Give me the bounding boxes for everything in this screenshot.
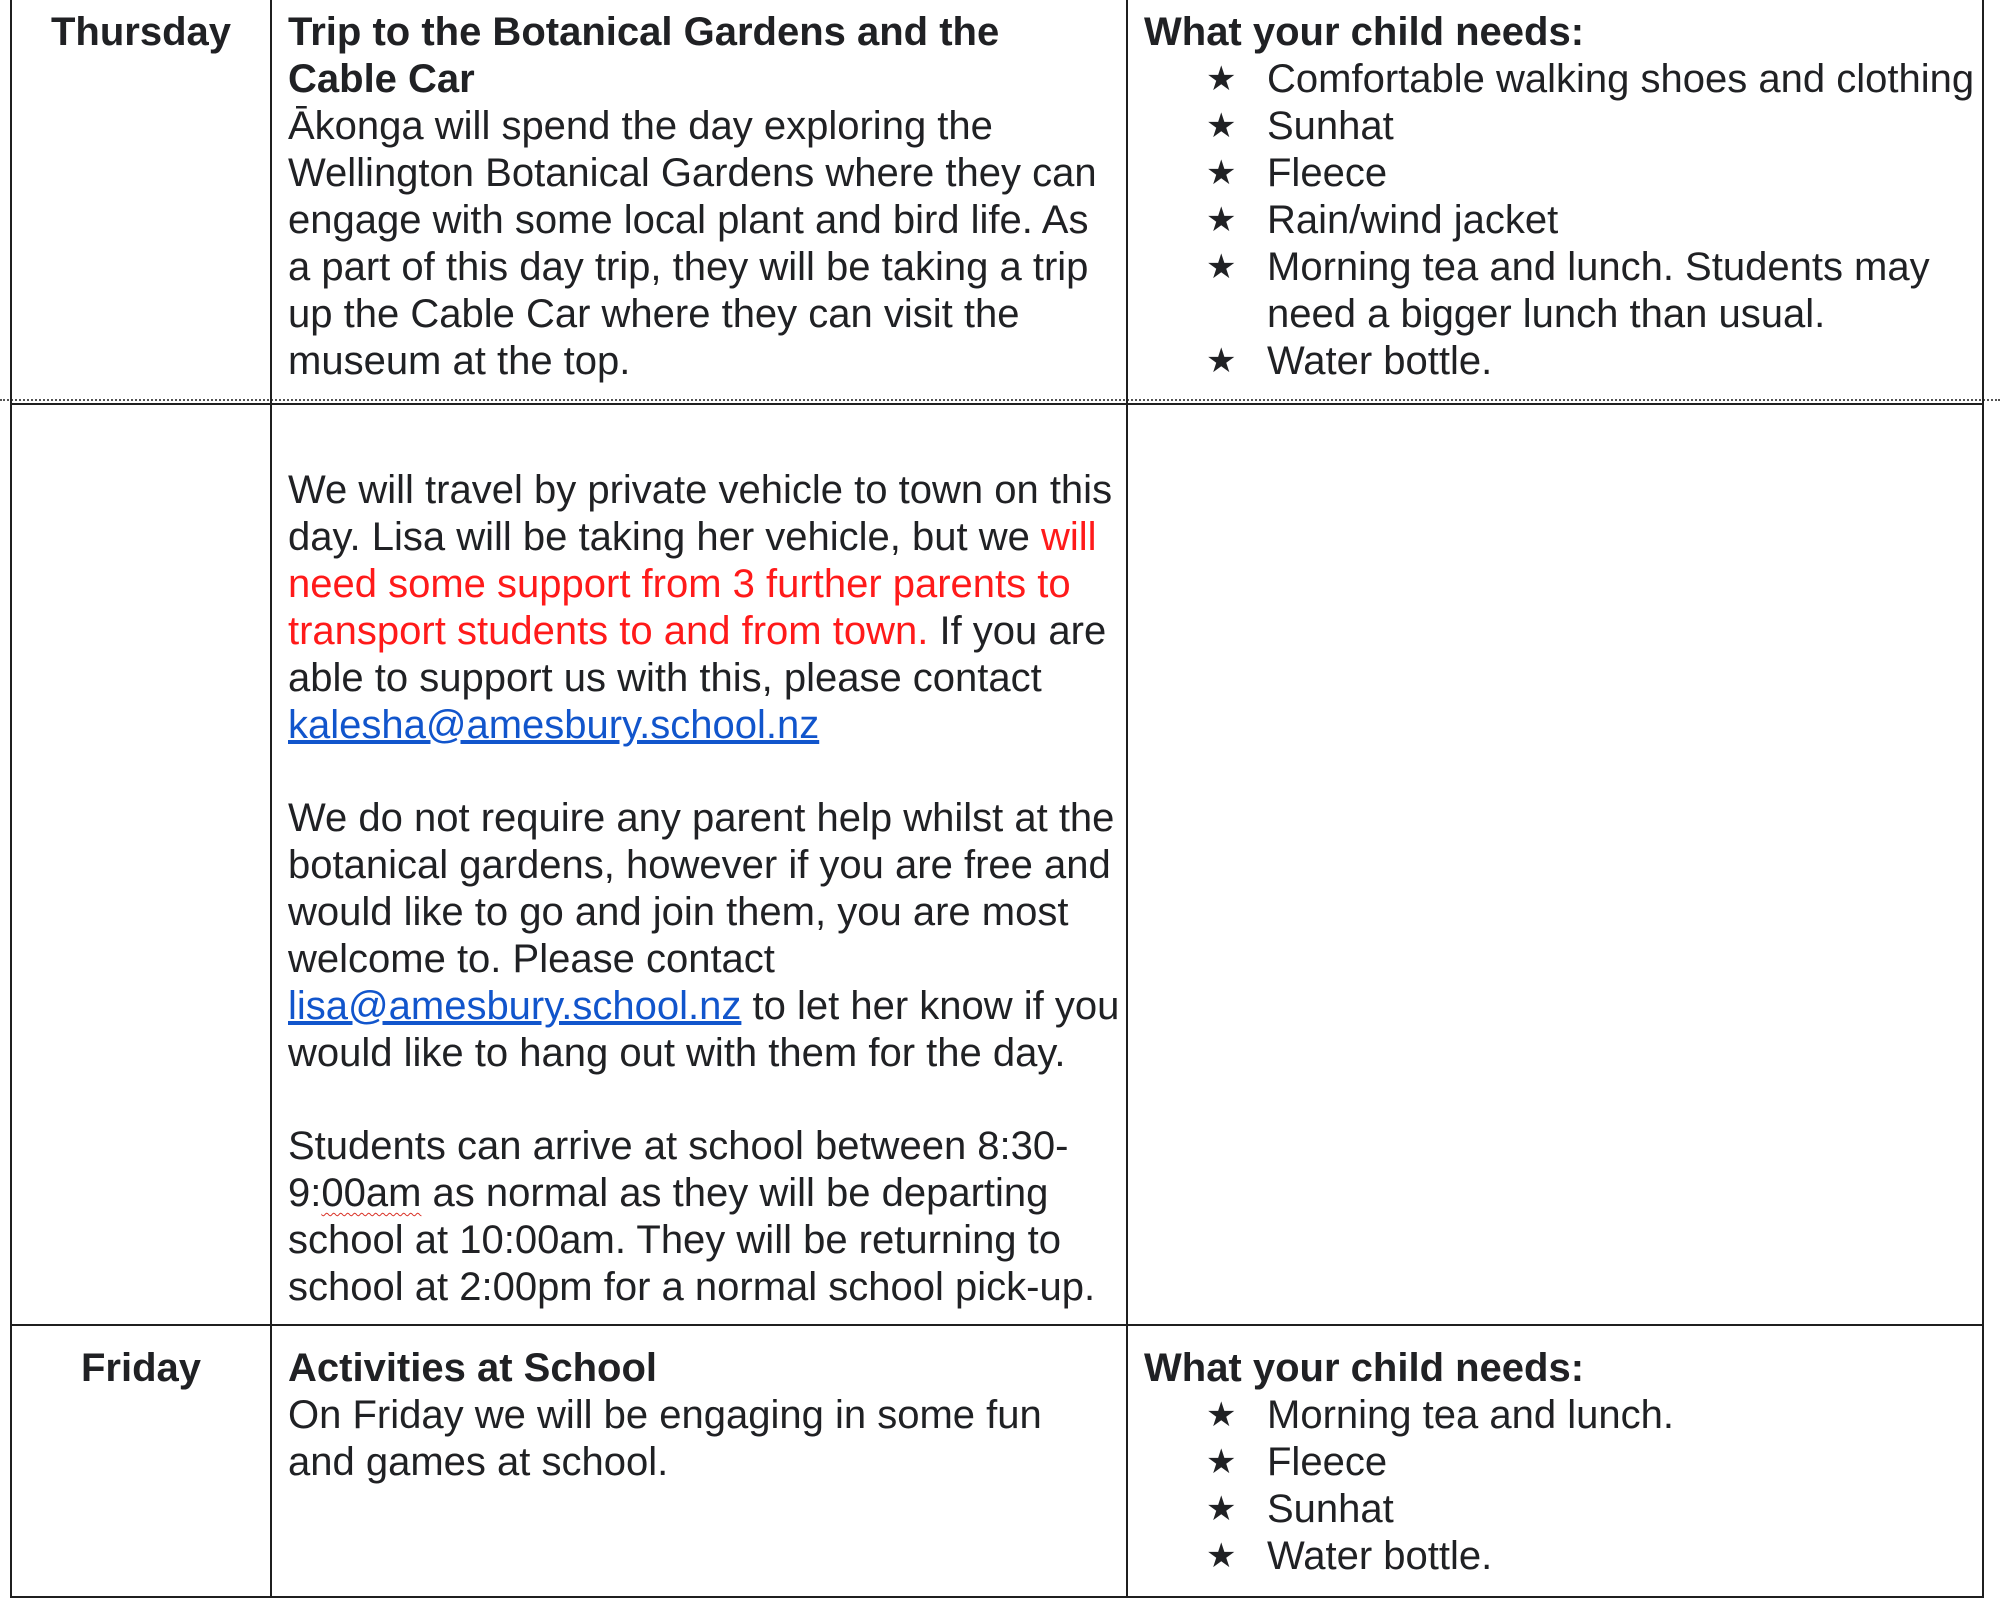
thursday-needs-heading: What your child needs: <box>1144 10 1585 54</box>
friday-needs-heading: What your child needs: <box>1144 1346 1585 1390</box>
need-item-text: Rain/wind jacket <box>1267 198 1559 242</box>
spellcheck-flagged-word[interactable]: 00am <box>321 1171 422 1215</box>
thursday-details-cell <box>288 467 1120 1311</box>
list-item <box>1144 1533 1980 1580</box>
parent-help-text-after: to let her know if you would like to hang out with them for the day. <box>288 984 1120 1075</box>
thursday-needs-list <box>1144 56 1980 385</box>
star-bullet-icon: ★ <box>1206 1395 1237 1435</box>
need-item-text: Water bottle. <box>1267 339 1493 383</box>
parent-help-paragraph <box>288 795 1120 1077</box>
parent-help-text-before: We do not require any parent help whilst at the botanical gardens, however if you are free and would like to go and join them, you are most welcome to. Please contact <box>288 796 1115 981</box>
need-item-text: Fleece <box>1267 1440 1388 1484</box>
friday-needs-list <box>1144 1392 1980 1580</box>
table-border-col2 <box>1126 0 1128 1598</box>
star-bullet-icon: ★ <box>1206 1536 1237 1576</box>
need-item-text: Morning tea and lunch. Students may need a bigger lunch than usual. <box>1267 245 1930 336</box>
transport-highlight: will need some support from 3 further parents to transport students to and from town. <box>288 515 1097 653</box>
thursday-activity-description: Ākonga will spend the day exploring the Wellington Botanical Gardens where they can engage with some local plant and bird life. As a part of this day trip, they will be taking a trip up the Cable Car where they can visit the museum at the top. <box>288 104 1097 383</box>
list-item <box>1144 56 1980 103</box>
timing-text-after: as normal as they will be departing school at 10:00am. They will be returning to school at 2:00pm for a normal school pick-up. <box>288 1171 1096 1309</box>
thursday-activity-title: Trip to the Botanical Gardens and the Cable Car <box>288 10 1000 101</box>
need-item-text: Morning tea and lunch. <box>1267 1393 1674 1437</box>
thursday-needs-cell <box>1144 9 1980 385</box>
list-item <box>1144 197 1980 244</box>
star-bullet-icon: ★ <box>1206 106 1237 146</box>
table-border-bottom <box>10 1596 1984 1598</box>
table-border-right <box>1982 0 1984 1598</box>
page-break-line <box>0 399 2000 401</box>
need-item-text: Sunhat <box>1267 1487 1394 1531</box>
timing-paragraph <box>288 1123 1120 1311</box>
lisa-email-link[interactable]: lisa@amesbury.school.nz <box>288 984 742 1028</box>
transport-text-after: If you are able to support us with this, please contact <box>288 609 1107 700</box>
friday-needs-cell <box>1144 1345 1980 1580</box>
kalesha-email-link[interactable]: kalesha@amesbury.school.nz <box>288 703 820 747</box>
list-item <box>1144 338 1980 385</box>
star-bullet-icon: ★ <box>1206 200 1237 240</box>
friday-activity-description: On Friday we will be engaging in some fun and games at school. <box>288 1393 1042 1484</box>
thursday-activity-cell <box>288 9 1118 385</box>
table-border-row1-bottom <box>10 403 1984 405</box>
list-item <box>1144 1392 1980 1439</box>
need-item-text: Fleece <box>1267 151 1388 195</box>
star-bullet-icon: ★ <box>1206 1489 1237 1529</box>
table-border-row2-bottom <box>10 1324 1984 1326</box>
star-bullet-icon: ★ <box>1206 59 1237 99</box>
list-item <box>1144 1486 1980 1533</box>
list-item <box>1144 103 1980 150</box>
need-item-text: Water bottle. <box>1267 1534 1493 1578</box>
need-item-text: Comfortable walking shoes and clothing <box>1267 57 1975 101</box>
transport-text-before: We will travel by private vehicle to town on this day. Lisa will be taking her vehicle, but we <box>288 468 1113 559</box>
star-bullet-icon: ★ <box>1206 247 1237 287</box>
transport-paragraph <box>288 467 1120 749</box>
list-item <box>1144 244 1980 338</box>
star-bullet-icon: ★ <box>1206 341 1237 381</box>
list-item <box>1144 150 1980 197</box>
timing-text-before: Students can arrive at school between 8:30-9: <box>288 1124 1069 1215</box>
table-border-col1 <box>270 0 272 1598</box>
star-bullet-icon: ★ <box>1206 153 1237 193</box>
day-label-friday: Friday <box>80 1346 202 1390</box>
star-bullet-icon: ★ <box>1206 1442 1237 1482</box>
need-item-text: Sunhat <box>1267 104 1394 148</box>
list-item <box>1144 1439 1980 1486</box>
day-label-thursday: Thursday <box>50 10 232 54</box>
friday-activity-cell <box>288 1345 1118 1486</box>
friday-activity-title: Activities at School <box>288 1346 657 1390</box>
